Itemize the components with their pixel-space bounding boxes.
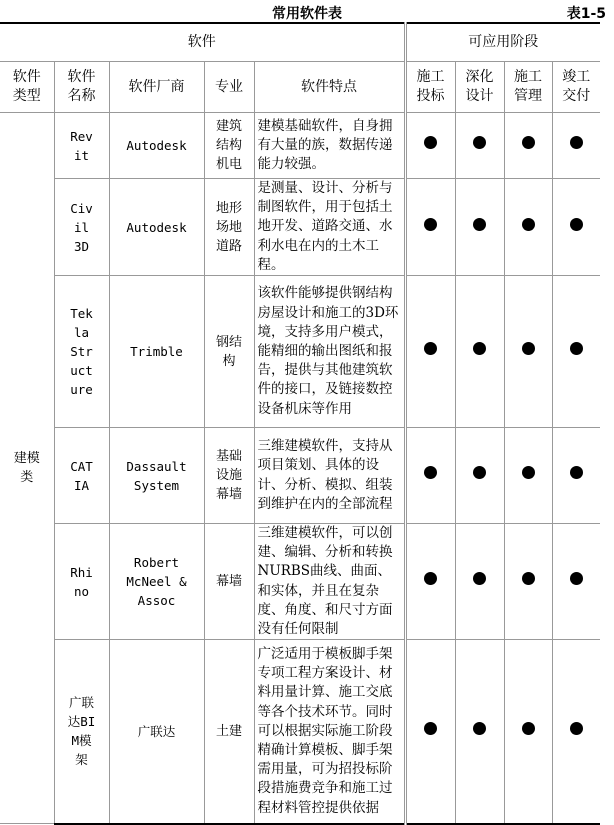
header-column-row: [0, 62, 600, 113]
applicable-dot-icon: [424, 572, 437, 585]
col-header-name: 软件名称: [54, 62, 109, 113]
vendor-cell: 广联达: [109, 640, 204, 824]
stage-cell: [405, 276, 455, 428]
stage-cell: [504, 179, 552, 276]
applicable-dot-icon: [424, 466, 437, 479]
applicable-dot-icon: [522, 466, 535, 479]
header-group-software: 软件: [0, 23, 405, 62]
stage-cell: [405, 179, 455, 276]
table-row: [0, 179, 600, 276]
software-name-cell: Civil 3D: [54, 179, 109, 276]
col-header-stage-delivery: 竣工交付: [552, 62, 600, 113]
col-header-features: 软件特点: [254, 62, 405, 113]
col-header-stage-detailing: 深化设计: [455, 62, 504, 113]
col-header-stage-bidding: 施工投标: [405, 62, 455, 113]
stage-cell: [504, 524, 552, 640]
applicable-dot-icon: [473, 136, 486, 149]
col-header-stage-management: 施工管理: [504, 62, 552, 113]
applicable-dot-icon: [473, 342, 486, 355]
stage-cell: [504, 428, 552, 524]
software-name-cell: 广联达BIM模架: [54, 640, 109, 824]
applicable-dot-icon: [473, 218, 486, 231]
applicable-dot-icon: [570, 136, 583, 149]
applicable-dot-icon: [570, 572, 583, 585]
col-header-vendor: 软件厂商: [109, 62, 204, 113]
features-cell: 广泛适用于模板脚手架专项工程方案设计、材料用量计算、施工交底等各个技术环节。同时可以根据实际施工阶段精确计算模板、脚手架需用量，可为招投标阶段措施费竞争和施工过程材料管控提供依据: [254, 640, 405, 824]
applicable-dot-icon: [570, 466, 583, 479]
category-cell: 建模类: [0, 113, 54, 824]
features-cell: 是测量、设计、分析与制图软件，用于包括土地开发、道路交通、水利水电在内的土木工程。: [254, 179, 405, 276]
stage-cell: [405, 113, 455, 179]
specialty-cell: 基础设施幕墙: [204, 428, 254, 524]
vendor-cell: Autodesk: [109, 113, 204, 179]
applicable-dot-icon: [473, 722, 486, 735]
table-row: [0, 524, 600, 640]
stage-cell: [552, 524, 600, 640]
applicable-dot-icon: [522, 572, 535, 585]
features-cell: 三维建模软件，支持从项目策划、具体的设计、分析、模拟、组装到维护在内的全部流程: [254, 428, 405, 524]
applicable-dot-icon: [522, 136, 535, 149]
software-name-cell: Revit: [54, 113, 109, 179]
vendor-cell: Autodesk: [109, 179, 204, 276]
stage-cell: [552, 113, 600, 179]
stage-cell: [552, 640, 600, 824]
stage-cell: [405, 428, 455, 524]
specialty-cell: 幕墙: [204, 524, 254, 640]
stage-cell: [504, 113, 552, 179]
software-name-cell: CATIA: [54, 428, 109, 524]
features-cell: 三维建模软件，可以创建、编辑、分析和转换NURBS曲线、曲面、和实体，并且在复杂度、角度、和尺寸方面没有任何限制: [254, 524, 405, 640]
vendor-cell: Trimble: [109, 276, 204, 428]
software-table: [0, 22, 600, 825]
stage-cell: [455, 640, 504, 824]
header-group-row: [0, 23, 600, 62]
applicable-dot-icon: [570, 342, 583, 355]
applicable-dot-icon: [473, 572, 486, 585]
stage-cell: [504, 640, 552, 824]
applicable-dot-icon: [424, 136, 437, 149]
stage-cell: [405, 640, 455, 824]
specialty-cell: 钢结构: [204, 276, 254, 428]
stage-cell: [455, 428, 504, 524]
stage-cell: [552, 428, 600, 524]
software-name-cell: Rhino: [54, 524, 109, 640]
col-header-type: 软件类型: [0, 62, 54, 113]
applicable-dot-icon: [424, 342, 437, 355]
applicable-dot-icon: [570, 722, 583, 735]
applicable-dot-icon: [522, 722, 535, 735]
vendor-cell: Robert McNeel & Assoc: [109, 524, 204, 640]
applicable-dot-icon: [522, 218, 535, 231]
table-title: 常用软件表: [272, 6, 342, 22]
applicable-dot-icon: [424, 722, 437, 735]
header-group-stages: 可应用阶段: [405, 23, 600, 62]
stage-cell: [455, 113, 504, 179]
table-row: [0, 640, 600, 824]
specialty-cell: 建筑结构机电: [204, 113, 254, 179]
table-number: 表1-5: [566, 6, 606, 22]
features-cell: 该软件能够提供钢结构房屋设计和施工的3D环境，支持多用户模式，能精细的输出图纸和报告，提供与其他建筑软件的接口，及链接数控设备机床等作用: [254, 276, 405, 428]
table-row: [0, 276, 600, 428]
stage-cell: [405, 524, 455, 640]
specialty-cell: 地形场地道路: [204, 179, 254, 276]
table-caption: [0, 0, 614, 24]
stage-cell: [504, 276, 552, 428]
applicable-dot-icon: [473, 466, 486, 479]
applicable-dot-icon: [570, 218, 583, 231]
applicable-dot-icon: [522, 342, 535, 355]
stage-cell: [552, 179, 600, 276]
stage-cell: [455, 179, 504, 276]
software-name-cell: Tekla Structure: [54, 276, 109, 428]
specialty-cell: 土建: [204, 640, 254, 824]
stage-cell: [455, 524, 504, 640]
col-header-specialty: 专业: [204, 62, 254, 113]
vendor-cell: Dassault System: [109, 428, 204, 524]
stage-cell: [552, 276, 600, 428]
features-cell: 建模基础软件，自身拥有大量的族，数据传递能力较强。: [254, 113, 405, 179]
table-row: [0, 428, 600, 524]
stage-cell: [455, 276, 504, 428]
applicable-dot-icon: [424, 218, 437, 231]
table-row: [0, 113, 600, 179]
